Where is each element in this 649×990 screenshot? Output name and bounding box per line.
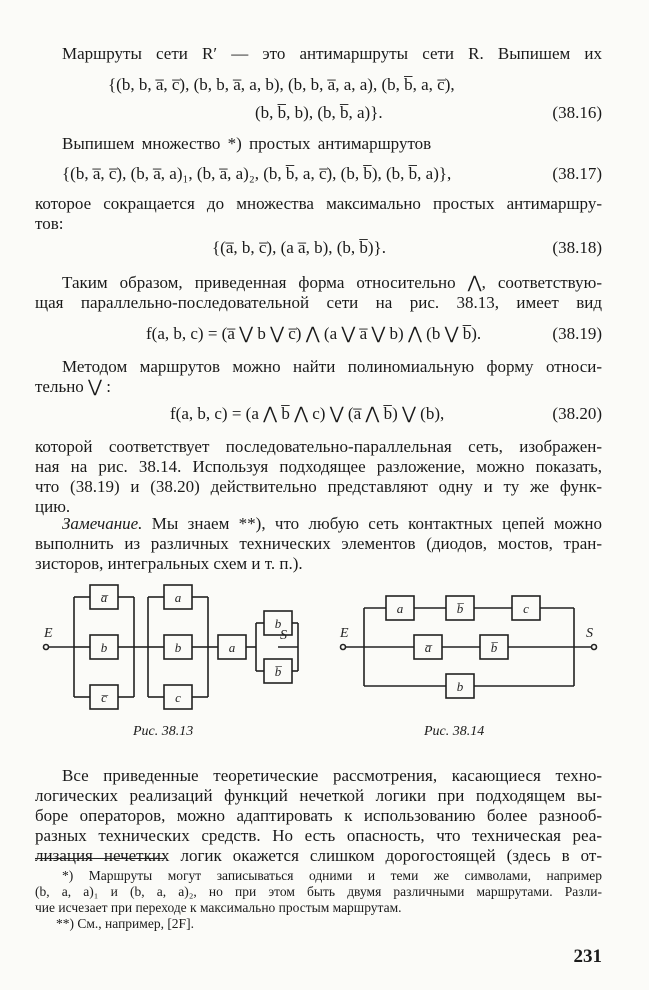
fig1-label-8: b <box>274 616 282 631</box>
paragraph-reduces-line1: которое сокращается до множества максимально простых антимаршру- <box>35 194 602 213</box>
footnote-2: **) См., например, [2F]. <box>56 916 194 931</box>
equation-number-38-18: (38.18) <box>552 238 602 257</box>
paragraph-route-method-line2: тельно ⋁ : <box>35 377 111 396</box>
paragraph-series-parallel-line4: цию. <box>35 497 71 516</box>
paragraph-series-parallel-line1: которой соответствует последовательно-параллельная сеть, изображен- <box>35 437 602 456</box>
paragraph-routes: Маршруты сети R′ — это антимаршруты сети R. Выпишем их <box>62 44 602 63</box>
fig2-label-3: c <box>523 601 529 616</box>
page-number: 231 <box>573 946 602 967</box>
equation-number-38-16: (38.16) <box>552 103 602 122</box>
remark-label: Замечание. <box>62 514 143 533</box>
formula-38-19: f(a, b, c) = (a̅ ⋁ b ⋁ c̅) ⋀ (a ⋁ a̅ ⋁ b) ⋀ (b ⋁ b̅). <box>146 324 482 343</box>
fig2-label-4: a̅ <box>424 640 432 655</box>
equation-number-38-20: (38.20) <box>552 404 602 423</box>
paragraph-series-parallel-line2: ная на рис. 38.14. Используя подходящее разложение, можно показать, <box>35 457 602 476</box>
fig2-label-5: b̅ <box>490 640 498 655</box>
fig1-label-s: S <box>280 628 287 643</box>
paragraph-theory-line3: боре операторов, можно адаптировать к использованию более разнооб- <box>35 806 602 825</box>
footnote-1-line3: чие исчезает при переходе к максимально простым маршрутам. <box>35 900 402 915</box>
equation-number-38-17: (38.17) <box>552 164 602 183</box>
fig1-output <box>276 625 300 675</box>
paragraph-theory-line4: разных технических средств. Но есть опасность, что техническая реа- <box>35 826 602 845</box>
figure-38-14-circuit <box>336 590 602 700</box>
fig1-label-6: c <box>175 690 181 705</box>
fig2-label-s: S <box>586 626 593 641</box>
fig1-label-9: b̅ <box>274 664 282 679</box>
paragraph-remark-line3: зисторов, интегральных схем и т. п.). <box>35 554 303 573</box>
formula-38-16-line2: (b, b̅, b), (b, b̅, a)}. <box>255 103 383 122</box>
footnote-1-line1: *) Маршруты могут записываться одними и теми же символами, например <box>62 868 602 883</box>
formula-38-16-line1: {(b, b, a̅, c̅), (b, b, a̅, a, b), (b, b, a̅, a, a), (b, b̅, a, c̅), <box>108 75 455 94</box>
formula-38-17: {(b, a̅, c̅), (b, a̅, a)₁, (b, a̅, a)₂, (b, b̅, a, c̅), (b, b̅), (b, b̅, a)}, <box>62 164 452 183</box>
paragraph-reduces-line2: тов: <box>35 214 64 233</box>
paragraph-remark-line2: выполнить из различных технических элементов (диодов, мостов, тран- <box>35 534 602 553</box>
formula-38-20: f(a, b, c) = (a ⋀ b̅ ⋀ c) ⋁ (a̅ ⋀ b̅) ⋁ (b), <box>170 404 445 423</box>
formula-38-18: {(a̅, b, c̅), (a a̅, b), (b, b̅)}. <box>212 238 386 257</box>
paragraph-series-parallel-line3: что (38.19) и (38.20) действительно представляют одну и ту же функ- <box>35 477 602 496</box>
paragraph-route-method-line1: Методом маршрутов можно найти полиномиальную форму относи- <box>62 357 602 376</box>
fig1-label-2: b <box>100 640 108 655</box>
fig2-terminal-s <box>592 645 597 650</box>
paragraph-reduced-form-line1: Таким образом, приведенная форма относительно ⋀, соответствую- <box>62 273 602 292</box>
fig2-terminal-e <box>341 645 346 650</box>
fig2-label-1: a <box>396 601 404 616</box>
paragraph-remark-line1 <box>62 514 602 534</box>
figure-38-13-circuit <box>40 575 300 715</box>
paragraph-theory-line1: Все приведенные теоретические рассмотрения, касающиеся техно- <box>62 766 602 785</box>
fig1-label-4: a <box>174 590 182 605</box>
remark-text: Мы знаем **), что любую сеть контактных цепей можно <box>142 514 602 533</box>
fig1-label-e: E <box>44 626 53 641</box>
caption-fig-38-14: Рис. 38.14 <box>424 724 485 739</box>
paragraph-theory-line2: логических реализаций функций нечеткой логики при подходящем вы- <box>35 786 602 805</box>
caption-fig-38-13: Рис. 38.13 <box>133 724 194 739</box>
footnote-separator <box>35 858 165 859</box>
paragraph-simple-antiroutes: Выпишем множество *) простых антимаршрутов <box>62 134 432 153</box>
fig1-label-3: c̅ <box>101 690 107 705</box>
paragraph-theory-line5: лизация нечетких логик окажется слишком дорогостоящей (здесь в от- <box>35 846 602 865</box>
fig1-label-1: a̅ <box>100 590 108 605</box>
fig2-label-e: E <box>340 626 349 641</box>
fig2-label-6: b <box>456 679 464 694</box>
fig1-label-7: a <box>228 640 236 655</box>
paragraph-reduced-form-line2: щая параллельно-последовательной сети на рис. 38.13, имеет вид <box>35 293 602 312</box>
fig1-terminal-e <box>44 645 49 650</box>
fig2-label-2: b̅ <box>456 601 464 616</box>
fig1-label-5: b <box>174 640 182 655</box>
footnote-1-line2: (b, a, a)₁ и (b, a, a)₂, но при этом быть двумя различными маршрутами. Разли- <box>35 884 602 899</box>
equation-number-38-19: (38.19) <box>552 324 602 343</box>
